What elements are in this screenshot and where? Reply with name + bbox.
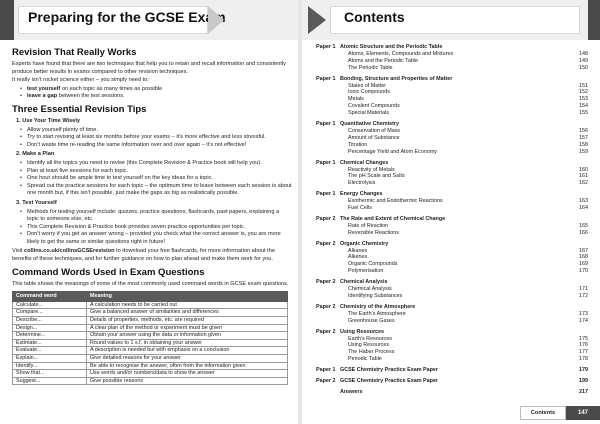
toc-entry[interactable] bbox=[316, 286, 588, 293]
toc-entry-title: Polymerisation bbox=[348, 268, 384, 275]
toc-entry-title: States of Matter bbox=[348, 82, 387, 89]
tip1-list bbox=[20, 127, 292, 150]
toc-entry-page: 154 bbox=[579, 103, 588, 110]
table-row bbox=[13, 377, 288, 385]
toc-entry-title: Periodic Table bbox=[348, 356, 382, 363]
paragraph-visit bbox=[12, 248, 292, 263]
toc-entry-title: Chemical Analysis bbox=[348, 286, 392, 293]
toc-section-heading bbox=[316, 304, 588, 311]
page-title: Preparing for the GCSE Exam bbox=[28, 9, 226, 25]
list-item-text: on each topic as many times as possible bbox=[60, 85, 163, 92]
indent-spacer bbox=[316, 149, 340, 156]
indent-spacer bbox=[316, 349, 340, 356]
table-row bbox=[13, 324, 288, 332]
paper-label: Paper 1 bbox=[316, 367, 336, 374]
page-number: 147 bbox=[566, 406, 600, 420]
indent-spacer bbox=[316, 254, 340, 261]
indent-spacer bbox=[316, 342, 340, 349]
command-word-cell: Describe... bbox=[13, 317, 87, 325]
paragraph-table-intro: This table shows the meanings of some of the most commonly used command words in GCSE exam questions. bbox=[12, 280, 289, 287]
toc-section-heading bbox=[316, 160, 588, 167]
indent-spacer bbox=[316, 356, 340, 363]
toc-entry-page: 167 bbox=[579, 247, 588, 254]
list-item: • Allow yourself plenty of time. bbox=[20, 127, 292, 135]
meaning-cell: Use words and/or numbers/data to show the answer bbox=[87, 370, 288, 378]
toc-entry-title: Special Materials bbox=[348, 110, 390, 117]
toc-final-entry[interactable] bbox=[316, 367, 588, 374]
column-header-command: Command word bbox=[13, 292, 87, 302]
paper-label: Paper 1 bbox=[316, 44, 336, 50]
indent-spacer bbox=[316, 198, 340, 205]
table-of-contents bbox=[316, 44, 588, 400]
toc-entry-page: 164 bbox=[579, 205, 588, 212]
meaning-cell: A description is needed but with emphasis on a conclusion bbox=[87, 347, 288, 355]
toc-entry-page: 176 bbox=[579, 342, 588, 349]
table-row bbox=[13, 347, 288, 355]
meaning-cell: Give possible reasons bbox=[87, 377, 288, 385]
column-header-meaning: Meaning bbox=[87, 292, 288, 302]
toc-entry-title: Rate of Reaction bbox=[348, 222, 389, 229]
table-row bbox=[13, 362, 288, 370]
toc-entry[interactable] bbox=[316, 51, 588, 58]
toc-final-entry[interactable] bbox=[316, 389, 588, 396]
meaning-cell: A calculation needs to be carried out bbox=[87, 301, 288, 309]
toc-entry-title: GCSE Chemistry Practice Exam Paper bbox=[340, 367, 438, 374]
toc-entry-title: The pH Scale and Salts bbox=[348, 173, 405, 180]
toc-section-heading bbox=[316, 279, 588, 286]
toc-entry[interactable] bbox=[316, 261, 588, 268]
toc-entry[interactable] bbox=[316, 180, 588, 187]
left-header-banner bbox=[0, 0, 298, 40]
list-item bbox=[20, 93, 292, 101]
toc-entry-page: 151 bbox=[579, 82, 588, 89]
paper-label: Paper 2 bbox=[316, 279, 336, 286]
indent-spacer bbox=[316, 268, 340, 275]
section-title: Bonding, Structure and Properties of Matter bbox=[340, 75, 453, 82]
list-item: • Spread out the practice sessions for each topic – the optimum time to leave between each session is about one month but, if this isn’t possible, just make the gaps as big as realistically possible. bbox=[20, 183, 292, 198]
indent-spacer bbox=[316, 230, 340, 237]
list-item bbox=[20, 86, 292, 94]
indent-spacer bbox=[316, 83, 340, 90]
toc-section-heading bbox=[316, 191, 588, 198]
toc-entry-page: 148 bbox=[579, 50, 588, 57]
list-item: • Don’t waste time re-reading the same information over and over again – it’s not effective! bbox=[20, 142, 292, 150]
indent-spacer bbox=[316, 58, 340, 65]
tip2-list bbox=[20, 160, 292, 198]
indent-spacer bbox=[316, 96, 340, 103]
toc-entry-title: Covalent Compounds bbox=[348, 103, 400, 110]
paper-label: Paper 2 bbox=[316, 215, 336, 222]
toc-entry[interactable] bbox=[316, 96, 588, 103]
toc-entry[interactable] bbox=[316, 318, 588, 325]
command-words-body bbox=[13, 301, 288, 385]
toc-entry-title: Exothermic and Endothermic Reactions bbox=[348, 198, 443, 205]
toc-entry[interactable] bbox=[316, 293, 588, 300]
indent-spacer bbox=[316, 103, 340, 110]
command-word-cell: Suggest... bbox=[13, 377, 87, 385]
header-arrow-icon bbox=[208, 6, 224, 34]
indent-spacer bbox=[316, 128, 340, 135]
command-word-cell: Calculate... bbox=[13, 301, 87, 309]
toc-entry-page: 178 bbox=[579, 356, 588, 363]
table-row bbox=[13, 370, 288, 378]
section-title: Chemical Changes bbox=[340, 159, 389, 166]
left-page bbox=[0, 0, 298, 424]
toc-entry-page: 159 bbox=[579, 148, 588, 155]
toc-entry-title: Using Resources bbox=[348, 342, 390, 349]
paper-label: Paper 1 bbox=[316, 159, 336, 166]
meaning-cell: A clear plan of the method or experiment must be given bbox=[87, 324, 288, 332]
contents-title: Contents bbox=[344, 9, 405, 25]
paper-label bbox=[316, 389, 340, 396]
indent-spacer bbox=[316, 248, 340, 255]
toc-entry-title: Amount of Substance bbox=[348, 134, 400, 141]
paragraph-experts: Experts have found that there are two techniques that help you to retain and recall information and consistently produce better results in exams compared to other revision techniques. bbox=[12, 61, 286, 75]
meaning-cell: Obtain your answer using the data or information given bbox=[87, 332, 288, 340]
toc-entry-page: 149 bbox=[579, 57, 588, 64]
toc-entry-title: Atoms and the Periodic Table bbox=[348, 57, 419, 64]
toc-entry-page: 157 bbox=[579, 134, 588, 141]
indent-spacer bbox=[316, 89, 340, 96]
toc-section-heading bbox=[316, 121, 588, 128]
section-heading-revision: Revision That Really Works bbox=[12, 47, 137, 58]
tip-heading-2: 2. Make a Plan bbox=[16, 151, 55, 158]
toc-entry-title: GCSE Chemistry Practice Exam Paper bbox=[340, 378, 438, 385]
indent-spacer bbox=[316, 51, 340, 58]
indent-spacer bbox=[316, 110, 340, 117]
table-row bbox=[13, 332, 288, 340]
toc-entry[interactable] bbox=[316, 198, 588, 205]
page-number-empty bbox=[558, 216, 588, 223]
command-word-cell: Evaluate... bbox=[13, 347, 87, 355]
command-word-cell: Identify... bbox=[13, 362, 87, 370]
toc-entry-title: Organic Compounds bbox=[348, 261, 398, 268]
emphasis-text: test yourself bbox=[27, 85, 61, 92]
list-item: • Identify all the topics you need to revise (this Complete Revision & Practice book will help you). bbox=[20, 160, 292, 168]
command-word-cell: Show that... bbox=[13, 370, 87, 378]
toc-entry-title: Earth’s Resources bbox=[348, 335, 392, 342]
meaning-cell: Give detailed reasons for your answer bbox=[87, 355, 288, 363]
page-number-empty bbox=[558, 191, 588, 198]
toc-entry[interactable] bbox=[316, 205, 588, 212]
list-item-text: between the test sessions. bbox=[57, 93, 125, 100]
toc-entry-title: Identifying Substances bbox=[348, 293, 403, 299]
section-title: Energy Changes bbox=[340, 191, 383, 198]
toc-entry-title: Electrolysis bbox=[348, 180, 376, 187]
technique-list bbox=[20, 86, 292, 101]
page-number-empty bbox=[558, 304, 588, 311]
section-title: Chemistry of the Atmosphere bbox=[340, 303, 416, 310]
toc-entry[interactable] bbox=[316, 342, 588, 349]
command-word-cell: Determine... bbox=[13, 332, 87, 340]
toc-entry-title: Percentage Yield and Atom Economy bbox=[348, 148, 437, 155]
paper-label: Paper 1 bbox=[316, 121, 336, 128]
toc-entry[interactable] bbox=[316, 349, 588, 356]
table-row bbox=[13, 317, 288, 325]
paper-label: Paper 1 bbox=[316, 75, 336, 82]
indent-spacer bbox=[316, 173, 340, 180]
toc-entry[interactable] bbox=[316, 149, 588, 156]
toc-entry[interactable] bbox=[316, 173, 588, 180]
footer-label: Contents bbox=[520, 406, 566, 420]
paper-label: Paper 2 bbox=[316, 303, 336, 310]
toc-entry[interactable] bbox=[316, 142, 588, 149]
meaning-cell: Round values to 1 s.f. in obtaining your answer bbox=[87, 339, 288, 347]
toc-entry[interactable] bbox=[316, 254, 588, 261]
meaning-cell: Be able to recognise the answer, often from the information given bbox=[87, 362, 288, 370]
toc-entry-page: 199 bbox=[579, 378, 588, 385]
toc-entry-title: Alkenes bbox=[348, 254, 368, 261]
toc-entry-page: 153 bbox=[579, 96, 588, 103]
toc-section-heading bbox=[316, 241, 588, 248]
table-row bbox=[13, 309, 288, 317]
command-word-cell: Estimate... bbox=[13, 339, 87, 347]
list-item: • Don’t worry if you get an answer wrong – provided you check what the correct answer is, you are more likely to get the same or similar questions right in future! bbox=[20, 231, 292, 246]
paper-label: Paper 2 bbox=[316, 328, 336, 335]
page-number-empty bbox=[558, 44, 588, 51]
toc-entry[interactable] bbox=[316, 167, 588, 174]
indent-spacer bbox=[316, 135, 340, 142]
page-number-empty bbox=[558, 160, 588, 167]
toc-entry[interactable] bbox=[316, 230, 588, 237]
toc-entry[interactable] bbox=[316, 65, 588, 72]
command-words-table bbox=[12, 291, 288, 385]
toc-entry-page: 166 bbox=[579, 229, 588, 236]
toc-entry[interactable] bbox=[316, 103, 588, 110]
toc-entry-page: 217 bbox=[579, 388, 588, 395]
toc-entry-title: Titration bbox=[348, 141, 368, 148]
toc-entry[interactable] bbox=[316, 248, 588, 255]
header-tab bbox=[588, 0, 600, 40]
toc-entry[interactable] bbox=[316, 135, 588, 142]
toc-entry-title: Reactivity of Metals bbox=[348, 166, 395, 173]
toc-entry[interactable] bbox=[316, 83, 588, 90]
toc-entry[interactable] bbox=[316, 128, 588, 135]
section-heading-tips: Three Essential Revision Tips bbox=[12, 103, 147, 115]
toc-entry-page: 165 bbox=[579, 222, 588, 229]
toc-entry-page: 162 bbox=[579, 180, 588, 187]
indent-spacer bbox=[316, 293, 340, 300]
list-item: • This Complete Revision & Practice book provides seven practice opportunities per topic. bbox=[20, 224, 292, 232]
tip-heading-1: 1. Use Your Time Wisely bbox=[16, 117, 80, 124]
toc-section-heading bbox=[316, 216, 588, 223]
toc-entry-page: 158 bbox=[579, 141, 588, 148]
section-heading-command-words: Command Words Used in Exam Questions bbox=[12, 266, 205, 278]
page-footer bbox=[520, 406, 600, 420]
chevron-right-icon bbox=[308, 6, 326, 34]
page-number-empty bbox=[558, 279, 588, 286]
toc-entry-page: 168 bbox=[579, 254, 588, 261]
toc-entry-page: 150 bbox=[579, 64, 588, 71]
indent-spacer bbox=[316, 311, 340, 318]
table-header-row bbox=[13, 292, 288, 302]
toc-entry-title: Metals bbox=[348, 96, 364, 103]
toc-entry-page: 170 bbox=[579, 268, 588, 275]
page-number-empty bbox=[558, 241, 588, 248]
tip-heading-3: 3. Test Yourself bbox=[16, 199, 57, 206]
paragraph-rocket-science: It really isn’t rocket science either – you simply need to: bbox=[12, 77, 149, 84]
section-title: Quantitative Chemistry bbox=[340, 121, 400, 128]
indent-spacer bbox=[316, 261, 340, 268]
toc-section-heading bbox=[316, 76, 588, 83]
indent-spacer bbox=[316, 65, 340, 72]
toc-entry[interactable] bbox=[316, 89, 588, 96]
toc-entry[interactable] bbox=[316, 356, 588, 363]
indent-spacer bbox=[316, 286, 340, 293]
toc-entry-title: Greenhouse Gases bbox=[348, 317, 395, 324]
toc-entry[interactable] bbox=[316, 311, 588, 318]
list-item: • One hour should be ample time to test yourself on the key ideas for a topic. bbox=[20, 175, 292, 183]
table-row bbox=[13, 339, 288, 347]
meaning-cell: Give a balanced answer of similarities and differences bbox=[87, 309, 288, 317]
section-title: Chemical Analysis bbox=[340, 279, 388, 286]
header-tab bbox=[0, 0, 14, 40]
toc-entry-page: 155 bbox=[579, 110, 588, 117]
visit-text: Visit bbox=[12, 248, 25, 255]
toc-entry-title: Conservation of Mass bbox=[348, 127, 401, 134]
indent-spacer bbox=[316, 180, 340, 187]
toc-entry-title: The Earth’s Atmosphere bbox=[348, 310, 406, 317]
toc-entry[interactable] bbox=[316, 110, 588, 117]
list-item: • Methods for testing yourself include: quizzes, practice questions, flashcards, past papers, explaining a topic to someone else, etc. bbox=[20, 209, 292, 224]
toc-entry-page: 179 bbox=[579, 367, 588, 374]
indent-spacer bbox=[316, 167, 340, 174]
tip3-list bbox=[20, 209, 292, 247]
emphasis-text: leave a gap bbox=[27, 93, 58, 100]
toc-entry-title: Atoms, Elements, Compounds and Mixtures bbox=[348, 50, 454, 57]
toc-entry[interactable] bbox=[316, 223, 588, 230]
toc-final-entry[interactable] bbox=[316, 378, 588, 385]
section-title: The Rate and Extent of Chemical Change bbox=[340, 215, 446, 222]
list-item: • Plan at least five sessions for each topic. bbox=[20, 168, 292, 176]
toc-entry-page: 161 bbox=[579, 173, 588, 180]
table-row bbox=[13, 355, 288, 363]
right-page bbox=[302, 0, 600, 424]
toc-entry-page: 174 bbox=[579, 317, 588, 324]
toc-entry-page: 171 bbox=[579, 286, 588, 293]
toc-entry-page: 172 bbox=[579, 293, 588, 299]
toc-entry-title: Reversible Reactions bbox=[348, 229, 399, 236]
indent-spacer bbox=[316, 142, 340, 149]
toc-entry-page: 152 bbox=[579, 89, 588, 96]
toc-entry-title: The Periodic Table bbox=[348, 64, 393, 71]
toc-section-heading bbox=[316, 329, 588, 336]
toc-entry-page: 177 bbox=[579, 349, 588, 356]
revision-link[interactable]: collins.co.uk/collinsGCSErevision bbox=[24, 248, 115, 255]
visit-text: to download your free flashcards, for more information about the benefits of these techniques, and for further guidance on how to plan ahead and make them work for you. bbox=[12, 248, 275, 263]
toc-entry[interactable] bbox=[316, 336, 588, 343]
meaning-cell: Details of properties, methods, etc. are required bbox=[87, 317, 288, 325]
indent-spacer bbox=[316, 205, 340, 212]
indent-spacer bbox=[316, 223, 340, 230]
toc-entry-title: Ionic Compounds bbox=[348, 89, 390, 96]
indent-spacer bbox=[316, 318, 340, 325]
command-word-cell: Compare... bbox=[13, 309, 87, 317]
table-row bbox=[13, 301, 288, 309]
toc-entry-title: Alkanes bbox=[348, 247, 368, 254]
toc-entry[interactable] bbox=[316, 268, 588, 275]
toc-entry-page: 160 bbox=[579, 166, 588, 173]
left-body bbox=[12, 44, 292, 385]
section-title: Organic Chemistry bbox=[340, 240, 389, 247]
paper-label: Paper 2 bbox=[316, 240, 336, 247]
section-title: Atomic Structure and the Periodic Table bbox=[340, 44, 443, 50]
toc-section-heading bbox=[316, 44, 588, 51]
toc-entry-page: 173 bbox=[579, 310, 588, 317]
list-item: • Try to start revising at least six months before your exams – it’s more effective and less stressful. bbox=[20, 134, 292, 142]
toc-entry-page: 163 bbox=[579, 198, 588, 205]
indent-spacer bbox=[316, 336, 340, 343]
page-number-empty bbox=[558, 76, 588, 83]
section-title: Using Resources bbox=[340, 328, 385, 335]
command-word-cell: Design... bbox=[13, 324, 87, 332]
page-number-empty bbox=[558, 121, 588, 128]
toc-entry-title: Fuel Cells bbox=[348, 205, 372, 212]
toc-spacer bbox=[316, 396, 588, 400]
toc-entry-page: 175 bbox=[579, 335, 588, 342]
right-header-banner bbox=[302, 0, 600, 40]
paper-label: Paper 2 bbox=[316, 378, 336, 385]
command-word-cell: Explain... bbox=[13, 355, 87, 363]
toc-entry[interactable] bbox=[316, 58, 588, 65]
toc-entry-page: 169 bbox=[579, 261, 588, 268]
toc-entry-title: Answers bbox=[340, 388, 363, 395]
page-number-empty bbox=[558, 329, 588, 336]
toc-entry-title: The Haber Process bbox=[348, 349, 395, 356]
toc-entry-page: 156 bbox=[579, 127, 588, 134]
paper-label: Paper 1 bbox=[316, 191, 336, 198]
